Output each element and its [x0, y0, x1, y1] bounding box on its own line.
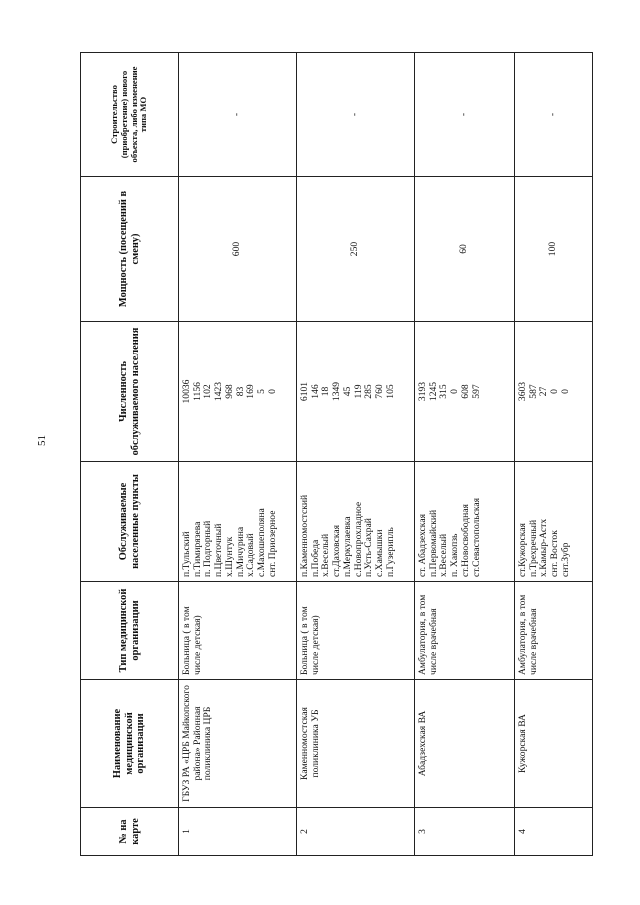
settlements-list — [297, 462, 415, 582]
population-value: 5 — [256, 389, 268, 394]
population-list — [179, 322, 297, 462]
settlement: с.Новопрохладное — [352, 501, 364, 577]
population-value: 1245 — [427, 381, 439, 402]
settlement: п.Тимирязева — [191, 521, 203, 577]
settlement: снт. Приозерное — [266, 510, 278, 577]
settlement: п.Гузерипль — [384, 527, 396, 577]
organization-name: Каменномостская поликлиника УБ — [297, 680, 415, 808]
population-value: 3603 — [517, 381, 528, 402]
table-row — [515, 53, 593, 856]
settlement: х.Веселый — [438, 533, 450, 577]
settlement: п.Усть-Сахрай — [363, 518, 375, 577]
population-value: 102 — [202, 384, 214, 399]
population-list — [415, 322, 515, 462]
settlement: х.Шунтук — [223, 536, 235, 577]
settlement: с.Хамышки — [374, 529, 386, 577]
population-value: 0 — [266, 389, 278, 394]
construction-value: - — [415, 53, 515, 177]
population-list — [297, 322, 415, 462]
organization-type: Больница ( в том числе детская) — [179, 582, 297, 680]
settlement: п.Первомайский — [427, 509, 439, 577]
organization-name: Абадзехская ВА — [415, 680, 515, 808]
medical-organizations-table — [80, 52, 593, 856]
settlement: х.Веселый — [320, 533, 332, 577]
table-header-row — [81, 53, 179, 856]
population-value: 1156 — [191, 382, 203, 401]
rotated-table-wrapper — [80, 53, 592, 856]
population-value: 169 — [245, 384, 257, 399]
settlement: п.Трехречный — [527, 519, 539, 577]
table-row — [415, 53, 515, 856]
settlement: х.Камыр-Астх — [538, 518, 550, 577]
table-row — [179, 53, 297, 856]
settlement: ст. Абадзехская — [417, 514, 428, 577]
header-organization-type: Тип медицинской организации — [81, 582, 179, 680]
population-value: 10036 — [181, 379, 192, 404]
settlement: п.Тульский — [181, 531, 192, 577]
organization-type: Больница ( в том числе детская) — [297, 582, 415, 680]
settlement: п.Меркулаевка — [341, 516, 353, 577]
settlement: х.Садовый — [245, 533, 257, 577]
settlement: п. Хакопзь — [449, 533, 461, 577]
header-served-settlements: Обслуживаемые населенные пункты — [81, 462, 179, 582]
settlement: п.Цветочный — [213, 523, 225, 577]
construction-value: - — [515, 53, 593, 177]
capacity-value: 100 — [515, 177, 593, 322]
population-value: 45 — [341, 386, 353, 397]
population-value: 83 — [234, 386, 246, 397]
construction-value: - — [297, 53, 415, 177]
header-construction: Строительство (приобретение) нового объекта, либо изменение типа МО — [81, 53, 179, 177]
capacity-value: 600 — [179, 177, 297, 322]
population-value: 315 — [438, 384, 450, 399]
row-number: 2 — [297, 808, 415, 856]
population-value: 105 — [384, 384, 396, 399]
settlements-list — [515, 462, 593, 582]
settlement: ст.Новосвободная — [459, 504, 471, 577]
capacity-value: 60 — [415, 177, 515, 322]
table-row — [297, 53, 415, 856]
population-value: 1349 — [331, 381, 343, 402]
settlement: п.Каменномостский — [299, 494, 310, 577]
population-value: 0 — [549, 389, 561, 394]
population-value: 1423 — [213, 381, 225, 402]
settlement: ст.Даховская — [331, 524, 343, 577]
population-value: 608 — [459, 384, 471, 399]
settlements-list — [415, 462, 515, 582]
organization-name: Кужорская ВА — [515, 680, 593, 808]
population-list — [515, 322, 593, 462]
organization-type: Амбулатория, в том числе врачебная — [415, 582, 515, 680]
settlement: снт.Зубр — [559, 542, 571, 577]
population-value: 587 — [527, 384, 539, 399]
settlement: снт. Восток — [549, 530, 561, 577]
population-value: 6101 — [299, 381, 310, 402]
settlement: п.Мичурина — [234, 526, 246, 577]
row-number: 1 — [179, 808, 297, 856]
population-value: 119 — [352, 384, 364, 399]
population-value: 27 — [538, 386, 550, 397]
header-served-population: Численность обслуживаемого населения — [81, 322, 179, 462]
population-value: 0 — [559, 389, 571, 394]
population-value: 146 — [309, 384, 321, 399]
population-value: 285 — [363, 384, 375, 399]
population-value: 968 — [223, 384, 235, 399]
settlement: п. Подгорный — [202, 520, 214, 577]
header-capacity: Мощность (посещений в смену) — [81, 177, 179, 322]
population-value: 760 — [374, 384, 386, 399]
settlement: с.Махошеполяна — [256, 508, 268, 577]
organization-name: ГБУЗ РА «ЦРБ Майкопского района» Районная поликлиника ЦРБ — [179, 680, 297, 808]
header-map-number: № на карте — [81, 808, 179, 856]
header-organization-name: Наименование медицинской организации — [81, 680, 179, 808]
construction-value: - — [179, 53, 297, 177]
settlements-list — [179, 462, 297, 582]
page-number: 51 — [36, 435, 48, 446]
capacity-value: 250 — [297, 177, 415, 322]
population-value: 18 — [320, 386, 332, 397]
settlement: п.Победа — [309, 539, 321, 577]
settlement: ст.Севастопольская — [470, 497, 482, 577]
population-value: 3193 — [417, 381, 428, 402]
settlement: ст.Кужорская — [517, 523, 528, 577]
population-value: 597 — [470, 384, 482, 399]
row-number: 3 — [415, 808, 515, 856]
row-number: 4 — [515, 808, 593, 856]
population-value: 0 — [449, 389, 461, 394]
organization-type: Амбулатория, в том числе врачебная — [515, 582, 593, 680]
